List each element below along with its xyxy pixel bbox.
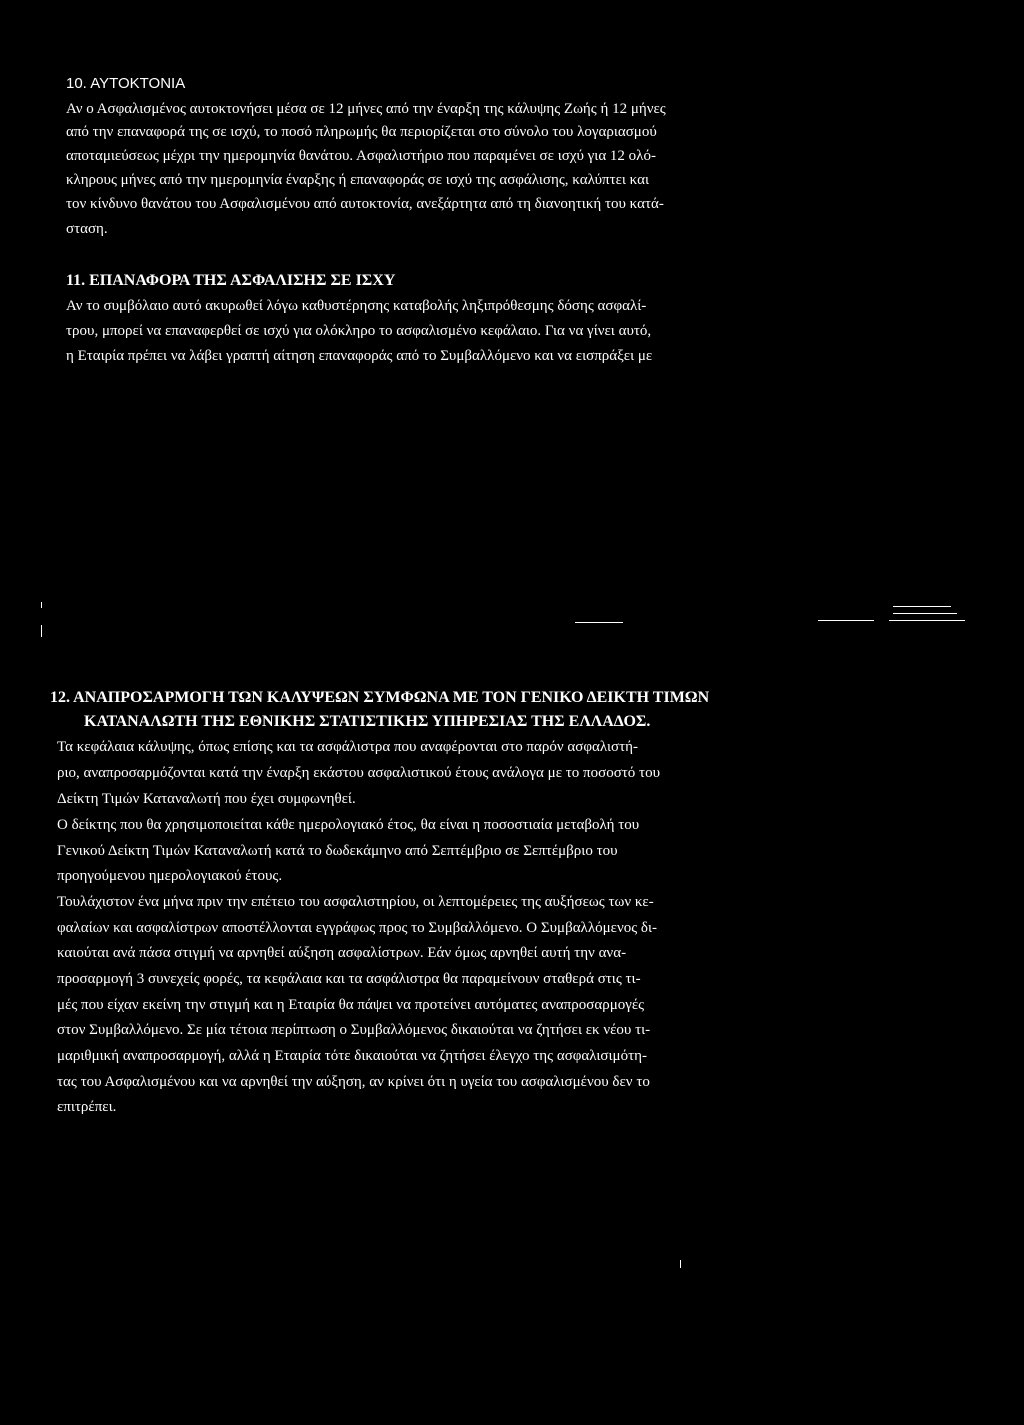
section-12-line: Ο δείκτης που θα χρησιμοποιείται κάθε ημερολογιακό έτος, θα είναι η ποσοστιαία μεταβολή του <box>57 817 640 833</box>
section-12-line: μές που είχαν εκείνη την στιγμή και η Εταιρία θα πάψει να προτείνει αυτόματες αναπροσαρμογές <box>57 997 645 1013</box>
section-11-heading: 11. ΕΠΑΝΑΦΟΡΑ ΤΗΣ ΑΣΦΑΛΙΣΗΣ ΣΕ ΙΣΧΥ <box>66 272 396 289</box>
scan-rule <box>893 606 951 607</box>
section-12-line: τας του Ασφαλισμένου και να αρνηθεί την αύξηση, αν κρίνει ότι η υγεία του ασφαλισμένου δεν το <box>57 1074 650 1090</box>
scan-mark <box>680 1260 681 1268</box>
section-10-line: Αν ο Ασφαλισμένος αυτοκτονήσει μέσα σε 12 μήνες από την έναρξη της κάλυψης Ζωής ή 12 μήνες <box>66 101 666 117</box>
section-12-line: Τα κεφάλαια κάλυψης, όπως επίσης και τα ασφάλιστρα που αναφέρονται στο παρόν ασφαλιστή- <box>57 739 638 755</box>
section-10-line: από την επαναφορά της σε ισχύ, το ποσό πληρωμής θα περιορίζεται στο σύνολο του λογαριασμού <box>66 124 657 140</box>
section-10-line: σταση. <box>66 221 108 237</box>
section-12-line: στον Συμβαλλόμενο. Σε μία τέτοια περίπτωση ο Συμβαλλόμενος δικαιούται να ζητήσει εκ νέου τι- <box>57 1022 651 1038</box>
scan-rule <box>893 613 957 614</box>
section-12-line: φαλαίων και ασφαλίστρων αποστέλλονται εγγράφως προς το Συμβαλλόμενο. Ο Συμβαλλόμενος δι- <box>57 920 658 936</box>
section-11-line: Αν το συμβόλαιο αυτό ακυρωθεί λόγω καθυστέρησης καταβολής ληξιπρόθεσμης δόσης ασφαλί- <box>66 298 647 314</box>
section-12-line: επιτρέπει. <box>57 1099 117 1115</box>
section-12-line: προηγούμενου ημερολογιακού έτους. <box>57 868 283 884</box>
scan-rule <box>575 622 623 623</box>
section-12-line: μαριθμική αναπροσαρμογή, αλλά η Εταιρία τότε δικαιούται να ζητήσει έλεγχο της ασφαλισιμότη- <box>57 1048 647 1064</box>
section-12-heading: ΚΑΤΑΝΑΛΩΤΗ ΤΗΣ ΕΘΝΙΚΗΣ ΣΤΑΤΙΣΤΙΚΗΣ ΥΠΗΡΕΣΙΑΣ ΤΗΣ ΕΛΛΑΔΟΣ. <box>84 713 651 730</box>
section-10-line: αποταμιεύσεως μέχρι την ημερομηνία θανάτου. Ασφαλιστήριο που παραμένει σε ισχύ για 12 ολό- <box>66 148 656 164</box>
section-12-heading: 12. ΑΝΑΠΡΟΣΑΡΜΟΓΗ ΤΩΝ ΚΑΛΥΨΕΩΝ ΣΥΜΦΩΝΑ ΜΕ ΤΟΝ ΓΕΝΙΚΟ ΔΕΙΚΤΗ ΤΙΜΩΝ <box>50 689 710 706</box>
section-10-line: κληρους μήνες από την ημερομηνία έναρξης ή επαναφοράς σε ισχύ της ασφάλισης, καλύπτει και <box>66 172 650 188</box>
scan-mark <box>41 602 42 608</box>
section-10-heading: 10. ΑΥΤΟΚΤΟΝΙΑ <box>66 75 186 92</box>
scan-rule <box>889 620 965 621</box>
section-12-line: ριο, αναπροσαρμόζονται κατά την έναρξη εκάστου ασφαλιστικού έτους ανάλογα με το ποσοστό του <box>57 765 661 781</box>
section-10-line: τον κίνδυνο θανάτου του Ασφαλισμένου από αυτοκτονία, ανεξάρτητα από τη διανοητική του κατά- <box>66 196 664 212</box>
section-11-line: η Εταιρία πρέπει να λάβει γραπτή αίτηση επαναφοράς από το Συμβαλλόμενο και να εισπράξει με <box>66 348 653 364</box>
section-12-line: καιούται ανά πάσα στιγμή να αρνηθεί αύξηση ασφαλίστρων. Εάν όμως αρνηθεί αυτή την ανα- <box>57 945 627 961</box>
section-12-line: Δείκτη Τιμών Καταναλωτή που έχει συμφωνηθεί. <box>57 791 356 807</box>
scan-rule <box>818 620 874 621</box>
section-12-line: Γενικού Δείκτη Τιμών Καταναλωτή κατά το δωδεκάμηνο από Σεπτέμβριο σε Σεπτέμβριο του <box>57 843 618 859</box>
scan-mark <box>41 625 42 637</box>
section-12-line: προσαρμογή 3 συνεχείς φορές, τα κεφάλαια και τα ασφάλιστρα θα παραμείνουν σταθερά στις τι- <box>57 971 641 987</box>
section-11-line: τρου, μπορεί να επαναφερθεί σε ισχύ για ολόκληρο το ασφαλισμένο κεφάλαιο. Για να γίνει αυτό, <box>66 323 652 339</box>
section-12-line: Τουλάχιστον ένα μήνα πριν την επέτειο του ασφαλιστηρίου, οι λεπτομέρειες της αυξήσεως των κε- <box>57 894 654 910</box>
